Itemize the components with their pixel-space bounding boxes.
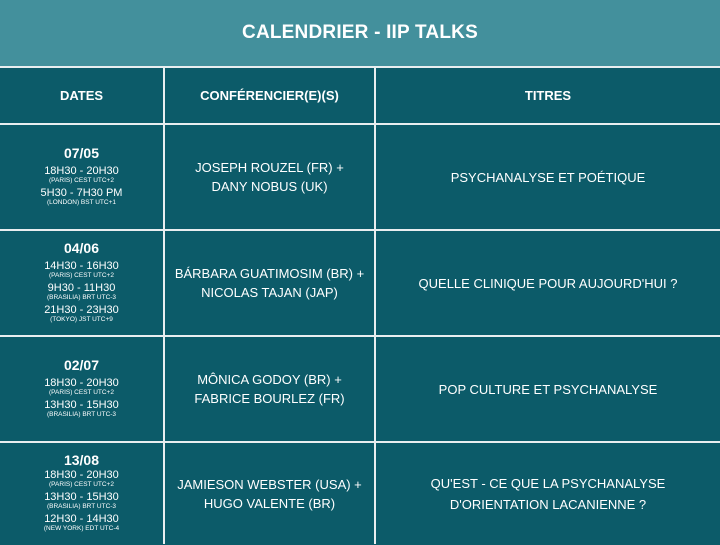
talk-title: POP CULTURE ET PSYCHANALYSE bbox=[438, 381, 658, 397]
session-date: 04/06 bbox=[63, 240, 100, 256]
dates-cell bbox=[0, 443, 165, 544]
speakers-cell bbox=[165, 125, 376, 229]
speaker-line: MÔNICA GODOY (BR) + bbox=[197, 372, 342, 387]
speakers-cell bbox=[165, 443, 376, 544]
speaker-line: JAMIESON WEBSTER (USA) + bbox=[177, 476, 362, 492]
header-titles: TITRES bbox=[524, 88, 572, 103]
session-time: 9H30 - 11H30 bbox=[47, 282, 116, 294]
speakers-cell bbox=[165, 231, 376, 335]
session-date: 13/08 bbox=[63, 452, 100, 468]
table-row bbox=[0, 441, 720, 544]
speaker-line: NICOLAS TAJAN (JAP) bbox=[201, 285, 338, 300]
session-timezone: (TOKYO) JST UTC+9 bbox=[50, 316, 113, 323]
header-speakers: CONFÉRENCIER(E)(S) bbox=[165, 68, 376, 123]
table-row bbox=[0, 229, 720, 335]
speaker-line: DANY NOBUS (UK) bbox=[211, 179, 328, 194]
title-cell bbox=[376, 337, 720, 441]
dates-cell bbox=[0, 337, 165, 441]
session-time: 18H30 - 20H30 bbox=[44, 469, 119, 481]
session-time: 12H30 - 14H30 bbox=[44, 513, 119, 525]
speaker-line: FABRICE BOURLEZ (FR) bbox=[194, 391, 345, 406]
talk-title: QU'EST - CE QUE LA PSYCHANALYSE bbox=[430, 475, 666, 491]
session-timezone: (NEW YORK) EDT UTC-4 bbox=[43, 525, 120, 532]
table-row bbox=[0, 335, 720, 441]
session-time: 5H30 - 7H30 PM bbox=[40, 187, 123, 199]
session-time: 18H30 - 20H30 bbox=[44, 165, 119, 177]
speakers-cell bbox=[165, 337, 376, 441]
speaker-line: HUGO VALENTE (BR) bbox=[203, 495, 336, 511]
header-dates: DATES bbox=[0, 68, 165, 123]
session-timezone: (PARIS) CEST UTC+2 bbox=[49, 481, 114, 488]
table-header-row bbox=[0, 66, 720, 123]
session-timezone: (PARIS) CEST UTC+2 bbox=[49, 177, 114, 184]
session-time: 13H30 - 15H30 bbox=[44, 491, 119, 503]
dates-cell bbox=[0, 231, 165, 335]
speaker-line: BÁRBARA GUATIMOSIM (BR) + bbox=[174, 266, 365, 281]
talk-title: QUELLE CLINIQUE POUR AUJOURD'HUI ? bbox=[418, 275, 678, 291]
speaker-line: JOSEPH ROUZEL (FR) + bbox=[195, 160, 344, 175]
talk-title: D'ORIENTATION LACANIENNE ? bbox=[449, 496, 647, 512]
session-date: 02/07 bbox=[63, 357, 100, 373]
title-cell bbox=[376, 125, 720, 229]
talk-title: PSYCHANALYSE ET POÉTIQUE bbox=[450, 169, 646, 185]
page-title: CALENDRIER - IIP TALKS bbox=[0, 0, 720, 66]
dates-cell bbox=[0, 125, 165, 229]
title-cell bbox=[376, 443, 720, 544]
session-timezone: (PARIS) CEST UTC+2 bbox=[49, 389, 114, 396]
session-time: 21H30 - 23H30 bbox=[44, 304, 119, 316]
session-date: 07/05 bbox=[63, 145, 100, 161]
session-timezone: (BRASILIA) BRT UTC-3 bbox=[46, 503, 117, 510]
session-timezone: (BRASILIA) BRT UTC-3 bbox=[46, 411, 117, 418]
session-timezone: (LONDON) BST UTC+1 bbox=[46, 199, 117, 206]
schedule-table bbox=[0, 66, 720, 544]
session-time: 18H30 - 20H30 bbox=[44, 377, 119, 389]
title-cell bbox=[376, 231, 720, 335]
session-time: 14H30 - 16H30 bbox=[44, 260, 119, 272]
session-timezone: (PARIS) CEST UTC+2 bbox=[49, 272, 114, 279]
session-timezone: (BRASILIA) BRT UTC-3 bbox=[46, 294, 117, 301]
session-time: 13H30 - 15H30 bbox=[44, 399, 119, 411]
table-row bbox=[0, 123, 720, 229]
